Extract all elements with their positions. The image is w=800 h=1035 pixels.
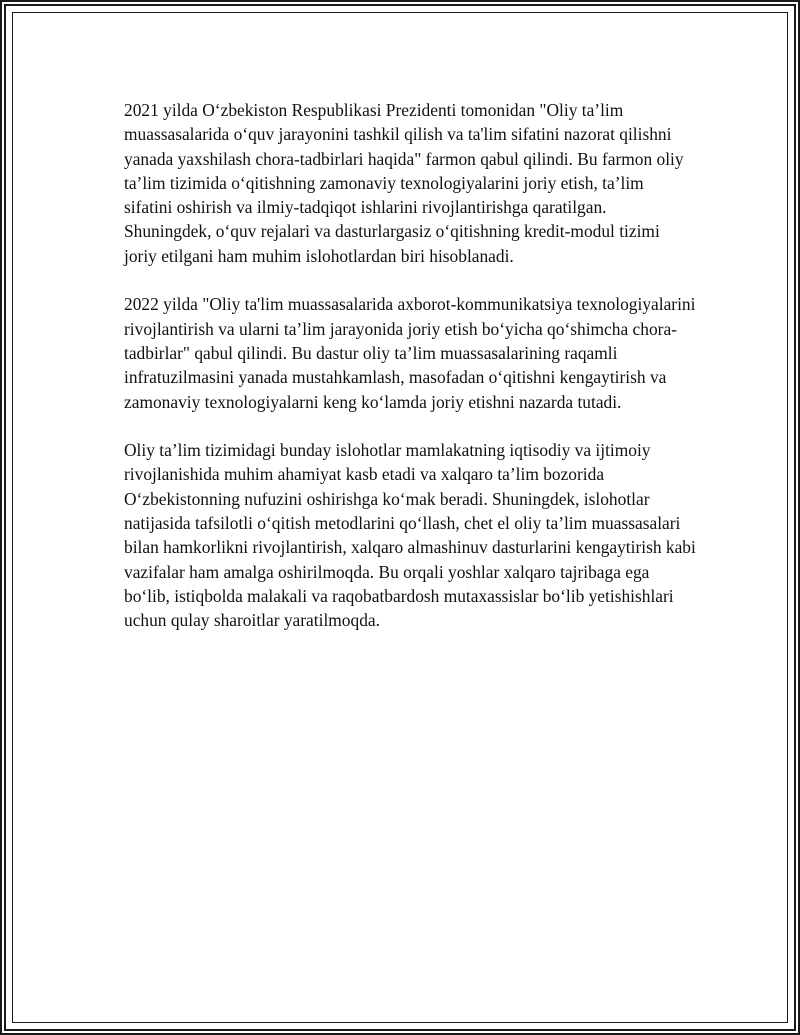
paragraph-1: 2021 yilda O‘zbekiston Respublikasi Prezidenti tomonidan "Oliy ta’lim muassasalarida o‘quv jarayonini tashkil qilish va ta'lim sifatini nazorat qilishni yanada yaxshilash chora-tadbirlari haqida" farmon qabul qilindi. Bu farmon oliy ta’lim tizimida o‘qitishning zamonaviy texnologiyalarini joriy etish, ta’lim sifatini oshirish va ilmiy-tadqiqot ishlarini rivojlantirishga qaratilgan. Shuningdek, o‘quv rejalari va dasturlargasiz o‘qitishning kredit-modul tizimi joriy etilgani ham muhim islohotlardan biri hisoblanadi. xyxy=(124,100,684,266)
paragraph-3: Oliy ta’lim tizimidagi bunday islohotlar mamlakatning iqtisodiy va ijtimoiy rivojlanishida muhim ahamiyat kasb etadi va xalqaro ta’lim bozorida O‘zbekistonning nufuzini oshirishga ko‘mak beradi. Shuningdek, islohotlar natijasida tafsilotli o‘qitish metodlarini qo‘llash, chet el oliy ta’lim muassasalari bilan hamkorlikni rivojlantirish, xalqaro almashinuv dasturlarini kengaytirish kabi vazifalar ham amalga oshirilmoqda. Bu orqali yoshlar xalqaro tajribaga ega bo‘lib, istiqbolda malakali va raqobatbardosh mutaxassislar bo‘lib yetishishlari uchun qulay sharoitlar yaratilmoqda. xyxy=(124,440,696,631)
document-body xyxy=(124,98,696,657)
paragraph-2: 2022 yilda "Oliy ta'lim muassasalarida axborot-kommunikatsiya texnologiyalarini rivojlantirish va ularni ta’lim jarayonida joriy etish bo‘yicha qo‘shimcha chora-tadbirlar" qabul qilindi. Bu dastur oliy ta’lim muassasalarining raqamli infratuzilmasini yanada mustahkamlash, masofadan o‘qitishni kengaytirish va zamonaviy texnologiyalarni keng ko‘lamda joriy etishni nazarda tutadi. xyxy=(124,294,696,412)
